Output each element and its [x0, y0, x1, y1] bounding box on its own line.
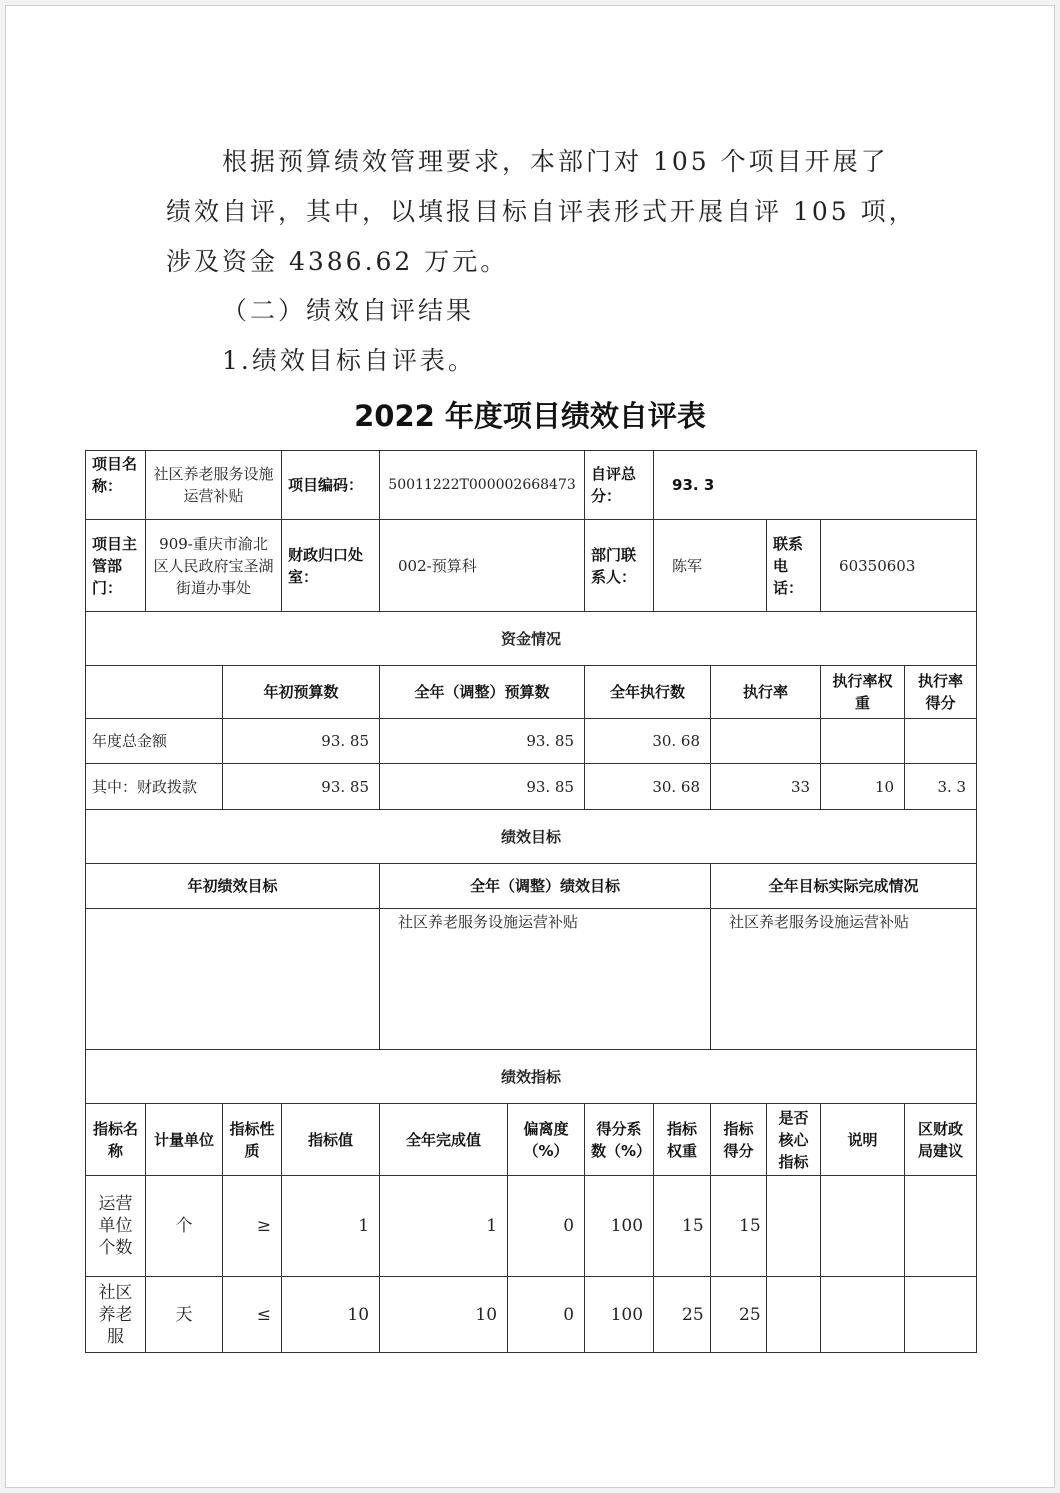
funds-section-row [86, 612, 977, 666]
funds-cell: 33 [711, 764, 821, 810]
indicator-coef: 100 [585, 1176, 654, 1277]
goals-header: 全年（调整）绩效目标 [380, 864, 711, 909]
indicator-header: 指标性质 [223, 1104, 282, 1176]
indicator-header: 指标得分 [711, 1104, 767, 1176]
indicator-header: 指标名称 [86, 1104, 146, 1176]
self-score-label: 自评总分： [585, 451, 654, 520]
funds-header: 执行率 [711, 666, 821, 719]
indicator-nature: ≤ [223, 1277, 282, 1353]
indicator-advice [905, 1277, 977, 1353]
indicator-header: 偏离度（%） [508, 1104, 585, 1176]
indicators-section-title: 绩效指标 [86, 1050, 977, 1104]
form-title: 2022 年度项目绩效自评表 [354, 399, 706, 433]
dept-label: 项目主管部门： [86, 520, 146, 612]
intro-line-3: 涉及资金 4386.62 万元。 [166, 247, 509, 276]
funds-cell: 93. 85 [380, 719, 585, 764]
table-row [86, 719, 977, 764]
indicator-name: 社区养老服 [86, 1277, 146, 1353]
indicator-coef: 100 [585, 1277, 654, 1353]
indicator-header: 得分系数（%） [585, 1104, 654, 1176]
indicator-nature: ≥ [223, 1176, 282, 1277]
indicator-header: 指标权重 [654, 1104, 711, 1176]
funds-cell [711, 719, 821, 764]
funds-header: 全年（调整）预算数 [380, 666, 585, 719]
contact-label: 部门联系人： [585, 520, 654, 612]
project-name-label: 项目名称： [86, 451, 146, 520]
phone-label: 联系电话： [767, 520, 821, 612]
section-heading: （二）绩效自评结果 [222, 296, 475, 325]
project-code: 50011222T000002668473 [380, 451, 585, 520]
finance-office: 002-预算科 [380, 520, 585, 612]
funds-header-row [86, 666, 977, 719]
indicator-weight: 15 [654, 1176, 711, 1277]
goals-header: 全年目标实际完成情况 [711, 864, 977, 909]
indicator-core [767, 1176, 821, 1277]
funds-cell: 30. 68 [585, 764, 711, 810]
indicator-note [821, 1176, 905, 1277]
indicator-header: 是否核心指标 [767, 1104, 821, 1176]
dept: 909-重庆市渝北区人民政府宝圣湖街道办事处 [146, 520, 282, 612]
contact: 陈军 [654, 520, 767, 612]
indicator-deviation: 0 [508, 1176, 585, 1277]
indicator-unit: 天 [146, 1277, 223, 1353]
indicator-header: 区财政局建议 [905, 1104, 977, 1176]
funds-cell: 3. 3 [905, 764, 977, 810]
dept-row [86, 520, 977, 612]
indicator-advice [905, 1176, 977, 1277]
funds-cell [821, 719, 905, 764]
goals-actual: 社区养老服务设施运营补贴 [711, 909, 977, 1050]
goals-section-row [86, 810, 977, 864]
table-row [86, 1277, 977, 1353]
funds-row-label: 年度总金额 [86, 719, 223, 764]
funds-cell: 93. 85 [223, 719, 380, 764]
indicator-actual: 1 [380, 1176, 508, 1277]
table-row [86, 764, 977, 810]
sub-heading: 1.绩效目标自评表。 [222, 346, 476, 375]
goals-header: 年初绩效目标 [86, 864, 380, 909]
goals-initial [86, 909, 380, 1050]
self-evaluation-table [85, 450, 977, 1353]
funds-header: 年初预算数 [223, 666, 380, 719]
indicator-score: 15 [711, 1176, 767, 1277]
funds-cell: 30. 68 [585, 719, 711, 764]
intro-line-2: 绩效自评，其中，以填报目标自评表形式开展自评 105 项， [166, 197, 917, 226]
indicator-note [821, 1277, 905, 1353]
funds-header: 执行率权重 [821, 666, 905, 719]
finance-office-label: 财政归口处室： [282, 520, 380, 612]
goals-section-title: 绩效目标 [86, 810, 977, 864]
indicator-header: 全年完成值 [380, 1104, 508, 1176]
indicator-target: 1 [282, 1176, 380, 1277]
table-row [86, 1176, 977, 1277]
goals-header-row [86, 864, 977, 909]
indicator-deviation: 0 [508, 1277, 585, 1353]
indicator-weight: 25 [654, 1277, 711, 1353]
goals-adjusted: 社区养老服务设施运营补贴 [380, 909, 711, 1050]
project-row [86, 451, 977, 520]
funds-cell: 93. 85 [223, 764, 380, 810]
funds-cell: 10 [821, 764, 905, 810]
indicator-header: 计量单位 [146, 1104, 223, 1176]
funds-cell [905, 719, 977, 764]
indicator-name: 运营单位个数 [86, 1176, 146, 1277]
indicators-header-row [86, 1104, 977, 1176]
funds-header: 执行率得分 [905, 666, 977, 719]
project-code-label: 项目编码： [282, 451, 380, 520]
indicator-header: 说明 [821, 1104, 905, 1176]
intro-line-1: 根据预算绩效管理要求，本部门对 105 个项目开展了 [222, 147, 889, 176]
funds-row-label: 其中：财政拨款 [86, 764, 223, 810]
indicator-actual: 10 [380, 1277, 508, 1353]
goals-content-row [86, 909, 977, 1050]
indicator-score: 25 [711, 1277, 767, 1353]
phone: 60350603 [821, 520, 977, 612]
indicator-target: 10 [282, 1277, 380, 1353]
indicators-section-row [86, 1050, 977, 1104]
indicator-header: 指标值 [282, 1104, 380, 1176]
funds-header: 全年执行数 [585, 666, 711, 719]
indicator-unit: 个 [146, 1176, 223, 1277]
funds-cell: 93. 85 [380, 764, 585, 810]
funds-section-title: 资金情况 [86, 612, 977, 666]
indicator-core [767, 1277, 821, 1353]
self-score: 93. 3 [654, 451, 977, 520]
project-name: 社区养老服务设施运营补贴 [146, 451, 282, 520]
